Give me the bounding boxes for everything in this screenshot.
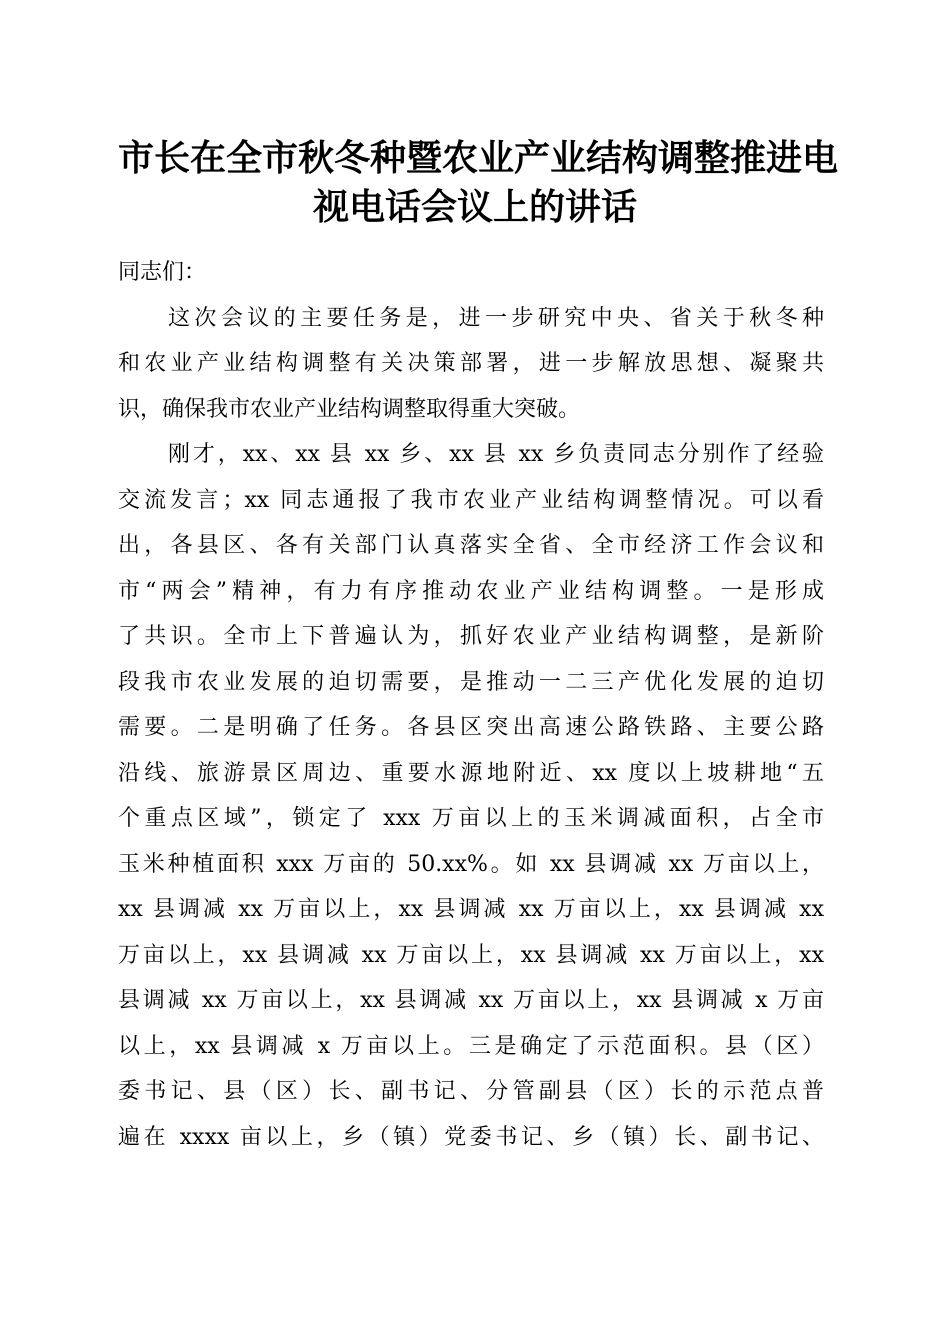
paragraph-line: 了共识。全市上下普遍认为，抓好农业产业结构调整，是新阶 xyxy=(118,624,824,649)
paragraph-line: 个重点区域”，锁定了 xxx 万亩以上的玉米调减面积，占全市 xyxy=(118,806,824,831)
paragraph-line: 交流发言；xx 同志通报了我市农业产业结构调整情况。可以看 xyxy=(118,487,824,513)
paragraph-line: 万亩以上，xx 县调减 xx 万亩以上，xx 县调减 xx 万亩以上，xx xyxy=(118,942,824,968)
paragraph-2 xyxy=(118,432,824,1160)
paragraph-line: 遍在 xxxx 亩以上，乡（镇）党委书记、乡（镇）长、副书记、 xyxy=(118,1124,824,1150)
paragraph-line: xx 县调减 xx 万亩以上，xx 县调减 xx 万亩以上，xx 县调减 xx xyxy=(118,897,824,922)
salutation: 同志们： xyxy=(118,260,207,285)
paragraph-line: 刚才，xx、xx 县 xx 乡、xx 县 xx 乡负责同志分别作了经验 xyxy=(168,442,824,467)
paragraph-line: 出，各县区、各有关部门认真落实全省、全市经济工作会议和 xyxy=(118,533,824,558)
paragraph-line: 这次会议的主要任务是，进一步研究中央、省关于秋冬种 xyxy=(168,305,824,331)
paragraph-line: 和农业产业结构调整有关决策部署，进一步解放思想、凝聚共 xyxy=(118,351,824,376)
paragraph-line: 县调减 xx 万亩以上，xx 县调减 xx 万亩以上，xx 县调减 x 万亩 xyxy=(118,988,824,1013)
paragraph-line: 市“两会”精神，有力有序推动农业产业结构调整。一是形成 xyxy=(118,578,824,604)
title-line-2: 视电话会议上的讲话 xyxy=(312,186,637,228)
paragraph-line: 以上，xx 县调减 x 万亩以上。三是确定了示范面积。县（区） xyxy=(118,1033,824,1059)
paragraph-1 xyxy=(118,296,824,433)
paragraph-line: 沿线、旅游景区周边、重要水源地附近、xx 度以上坡耕地“五 xyxy=(118,760,824,786)
document-body xyxy=(118,250,824,1160)
paragraph-line: 委书记、县（区）长、副书记、分管副县（区）长的示范点普 xyxy=(118,1079,824,1104)
paragraph-line: 需要。二是明确了任务。各县区突出高速公路铁路、主要公路 xyxy=(118,715,824,740)
paragraph-line: 玉米种植面积 xxx 万亩的 50.xx%。如 xx 县调减 xx 万亩以上， xyxy=(118,851,824,877)
paragraph-line: 段我市农业发展的迫切需要，是推动一二三产优化发展的迫切 xyxy=(118,669,824,695)
document-title xyxy=(118,134,839,232)
paragraph-line: 识，确保我市农业产业结构调整取得重大突破。 xyxy=(118,396,581,422)
title-line-1: 市长在全市秋冬种暨农业产业结构调整推进电 xyxy=(118,137,839,179)
